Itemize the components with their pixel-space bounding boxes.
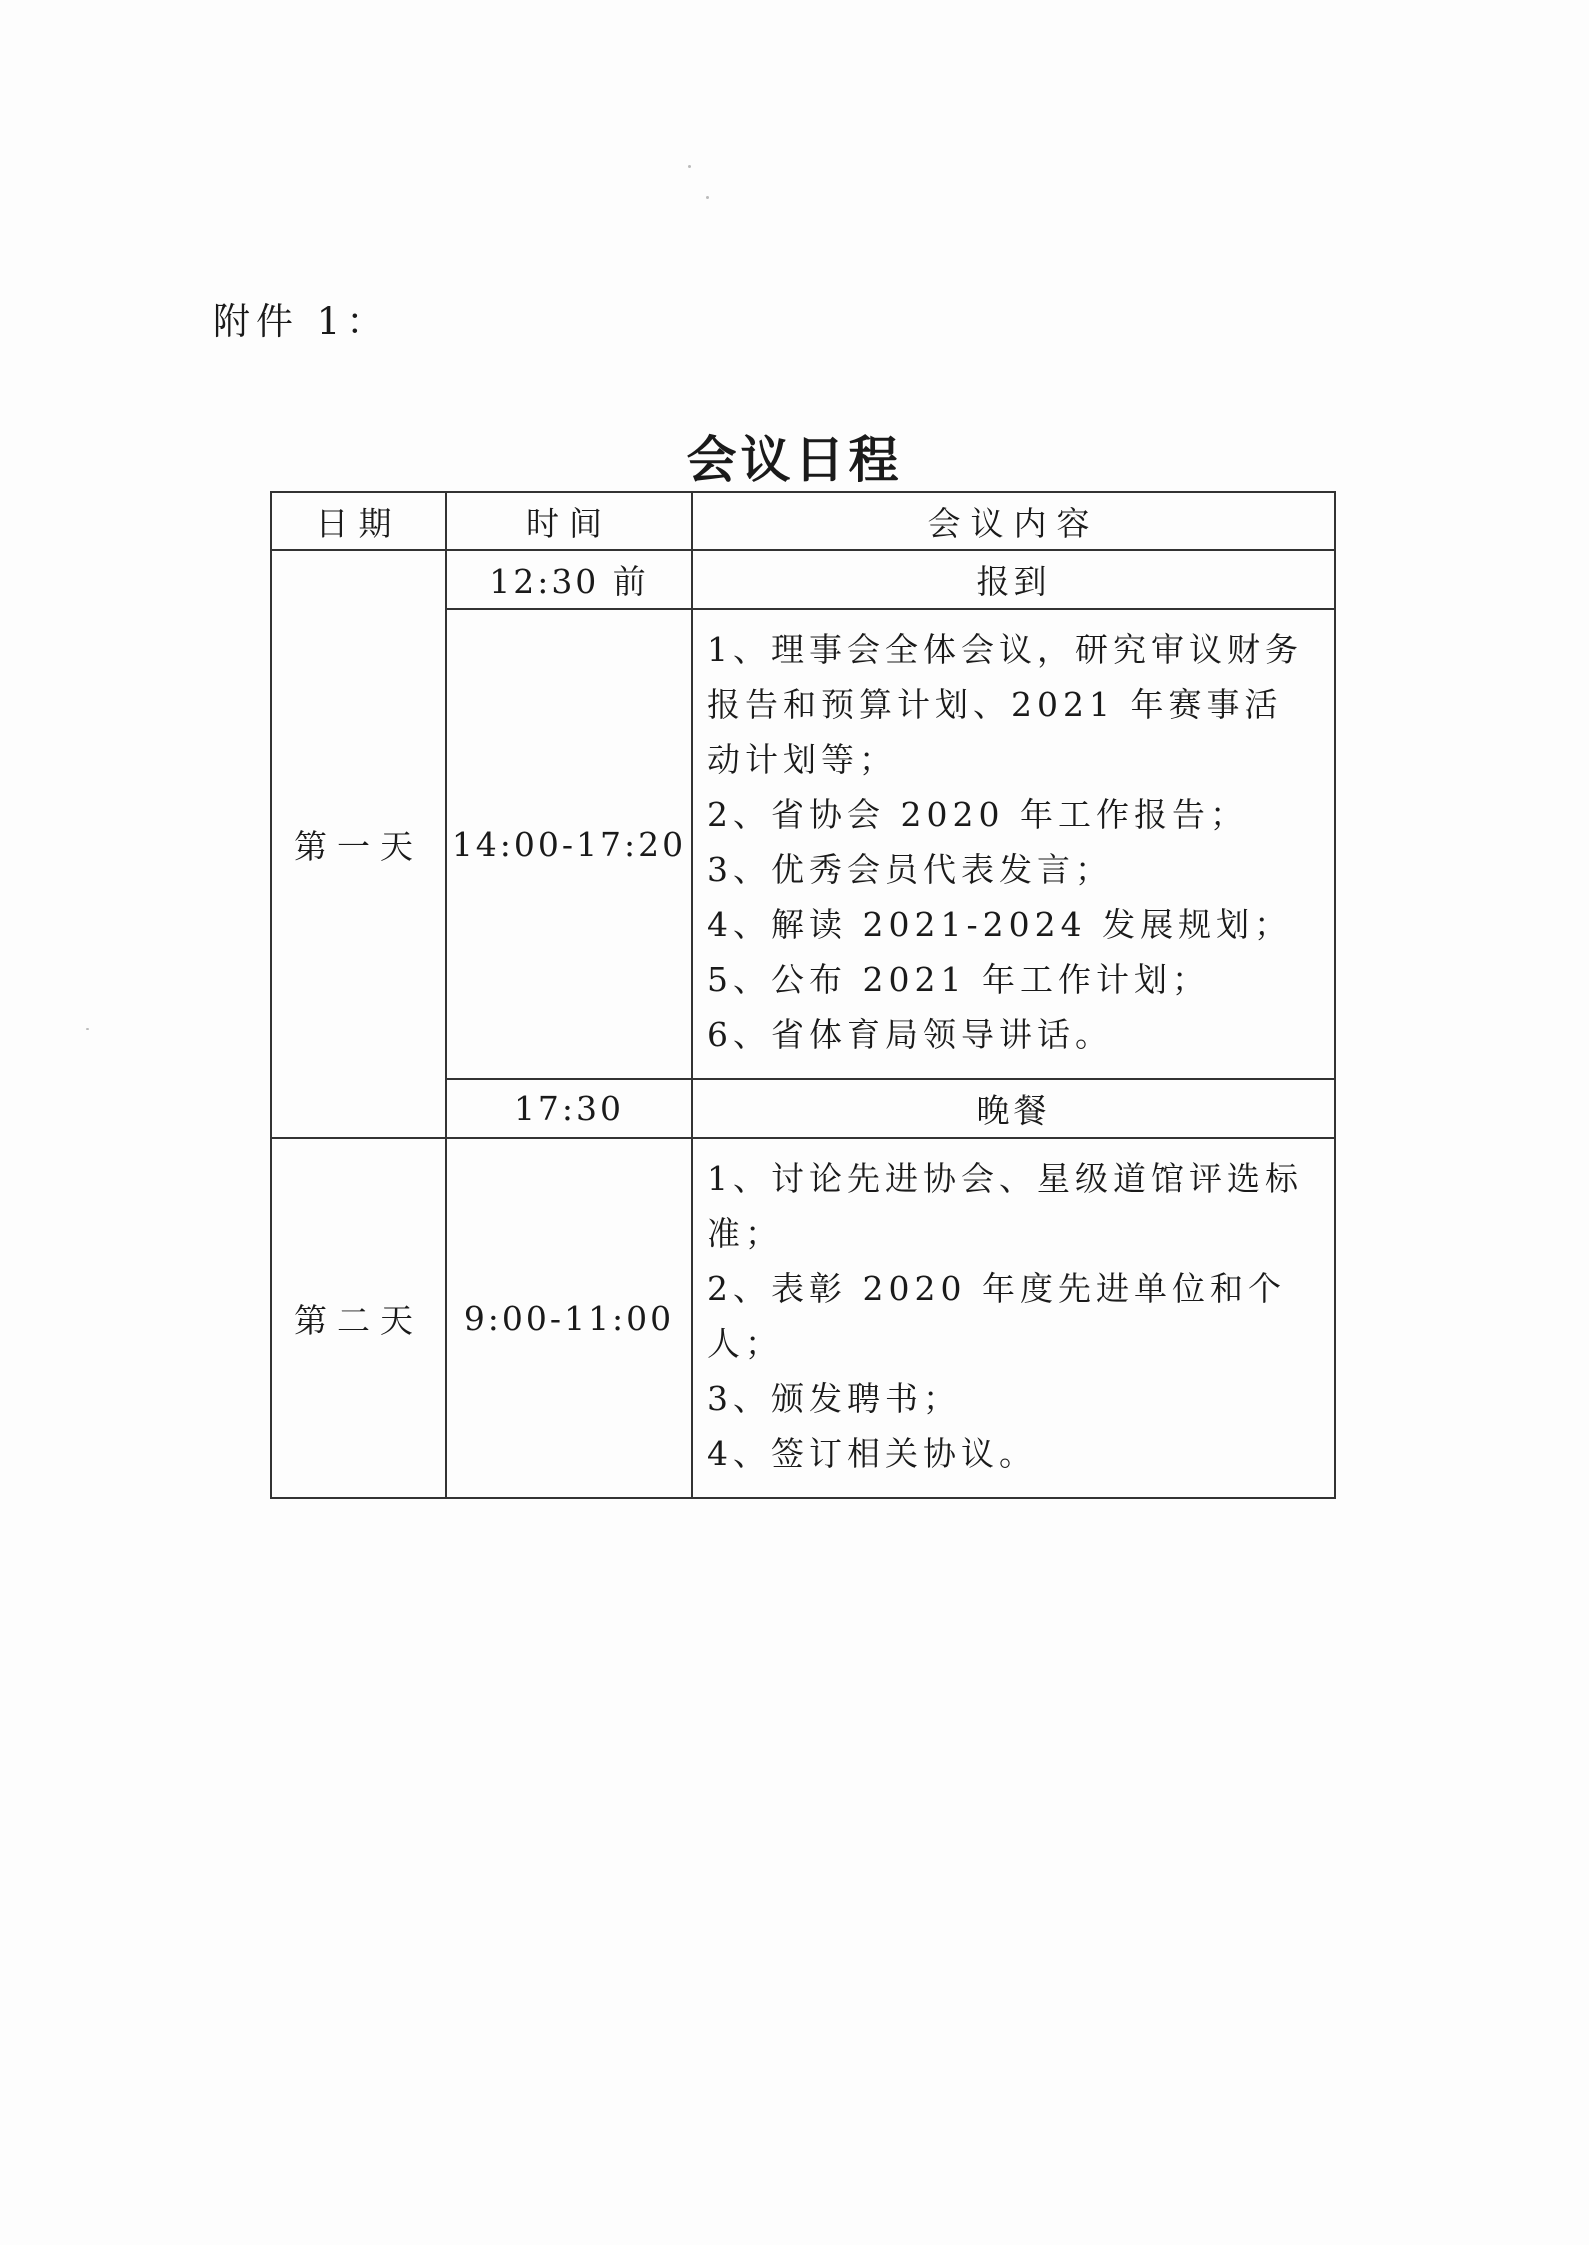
page-title: 会议日程 xyxy=(686,430,903,489)
list-item: 4、解读 2021-2024 发展规划； xyxy=(707,905,1293,944)
list-item: 4、签订相关协议。 xyxy=(707,1434,1037,1473)
day2-session-content xyxy=(692,1138,1335,1498)
header-time: 时间 xyxy=(446,492,692,550)
day2-session-time: 9:00-11:00 xyxy=(446,1138,692,1498)
list-item: 3、颁发聘书； xyxy=(707,1379,961,1418)
day1-dinner-content: 晚餐 xyxy=(692,1079,1335,1138)
scan-speck xyxy=(86,1028,89,1030)
day1-label: 第一天 xyxy=(271,550,446,1138)
list-item: 1、讨论先进协会、星级道馆评选标准； xyxy=(707,1159,1303,1253)
table-row xyxy=(271,1138,1335,1498)
table-header-row xyxy=(271,492,1335,550)
day1-session-time: 14:00-17:20 xyxy=(446,609,692,1079)
header-content: 会议内容 xyxy=(692,492,1335,550)
list-item: 1、理事会全体会议，研究审议财务报告和预算计划、2021 年赛事活动计划等； xyxy=(707,630,1303,779)
day1-checkin-content: 报到 xyxy=(692,550,1335,609)
scan-speck xyxy=(688,165,691,168)
schedule-table xyxy=(270,491,1336,1499)
list-item: 2、省协会 2020 年工作报告； xyxy=(707,795,1248,834)
day1-checkin-time: 12:30 前 xyxy=(446,550,692,609)
list-item: 6、省体育局领导讲话。 xyxy=(707,1015,1113,1054)
scan-speck xyxy=(706,196,709,199)
header-date: 日期 xyxy=(271,492,446,550)
day1-session-content xyxy=(692,609,1335,1079)
list-item: 5、公布 2021 年工作计划； xyxy=(707,960,1210,999)
day2-label: 第二天 xyxy=(271,1138,446,1498)
attachment-label: 附件 1： xyxy=(213,300,390,343)
day1-dinner-time: 17:30 xyxy=(446,1079,692,1138)
list-item: 3、优秀会员代表发言； xyxy=(707,850,1113,889)
table-row xyxy=(271,550,1335,609)
list-item: 2、表彰 2020 年度先进单位和个人； xyxy=(707,1269,1286,1363)
